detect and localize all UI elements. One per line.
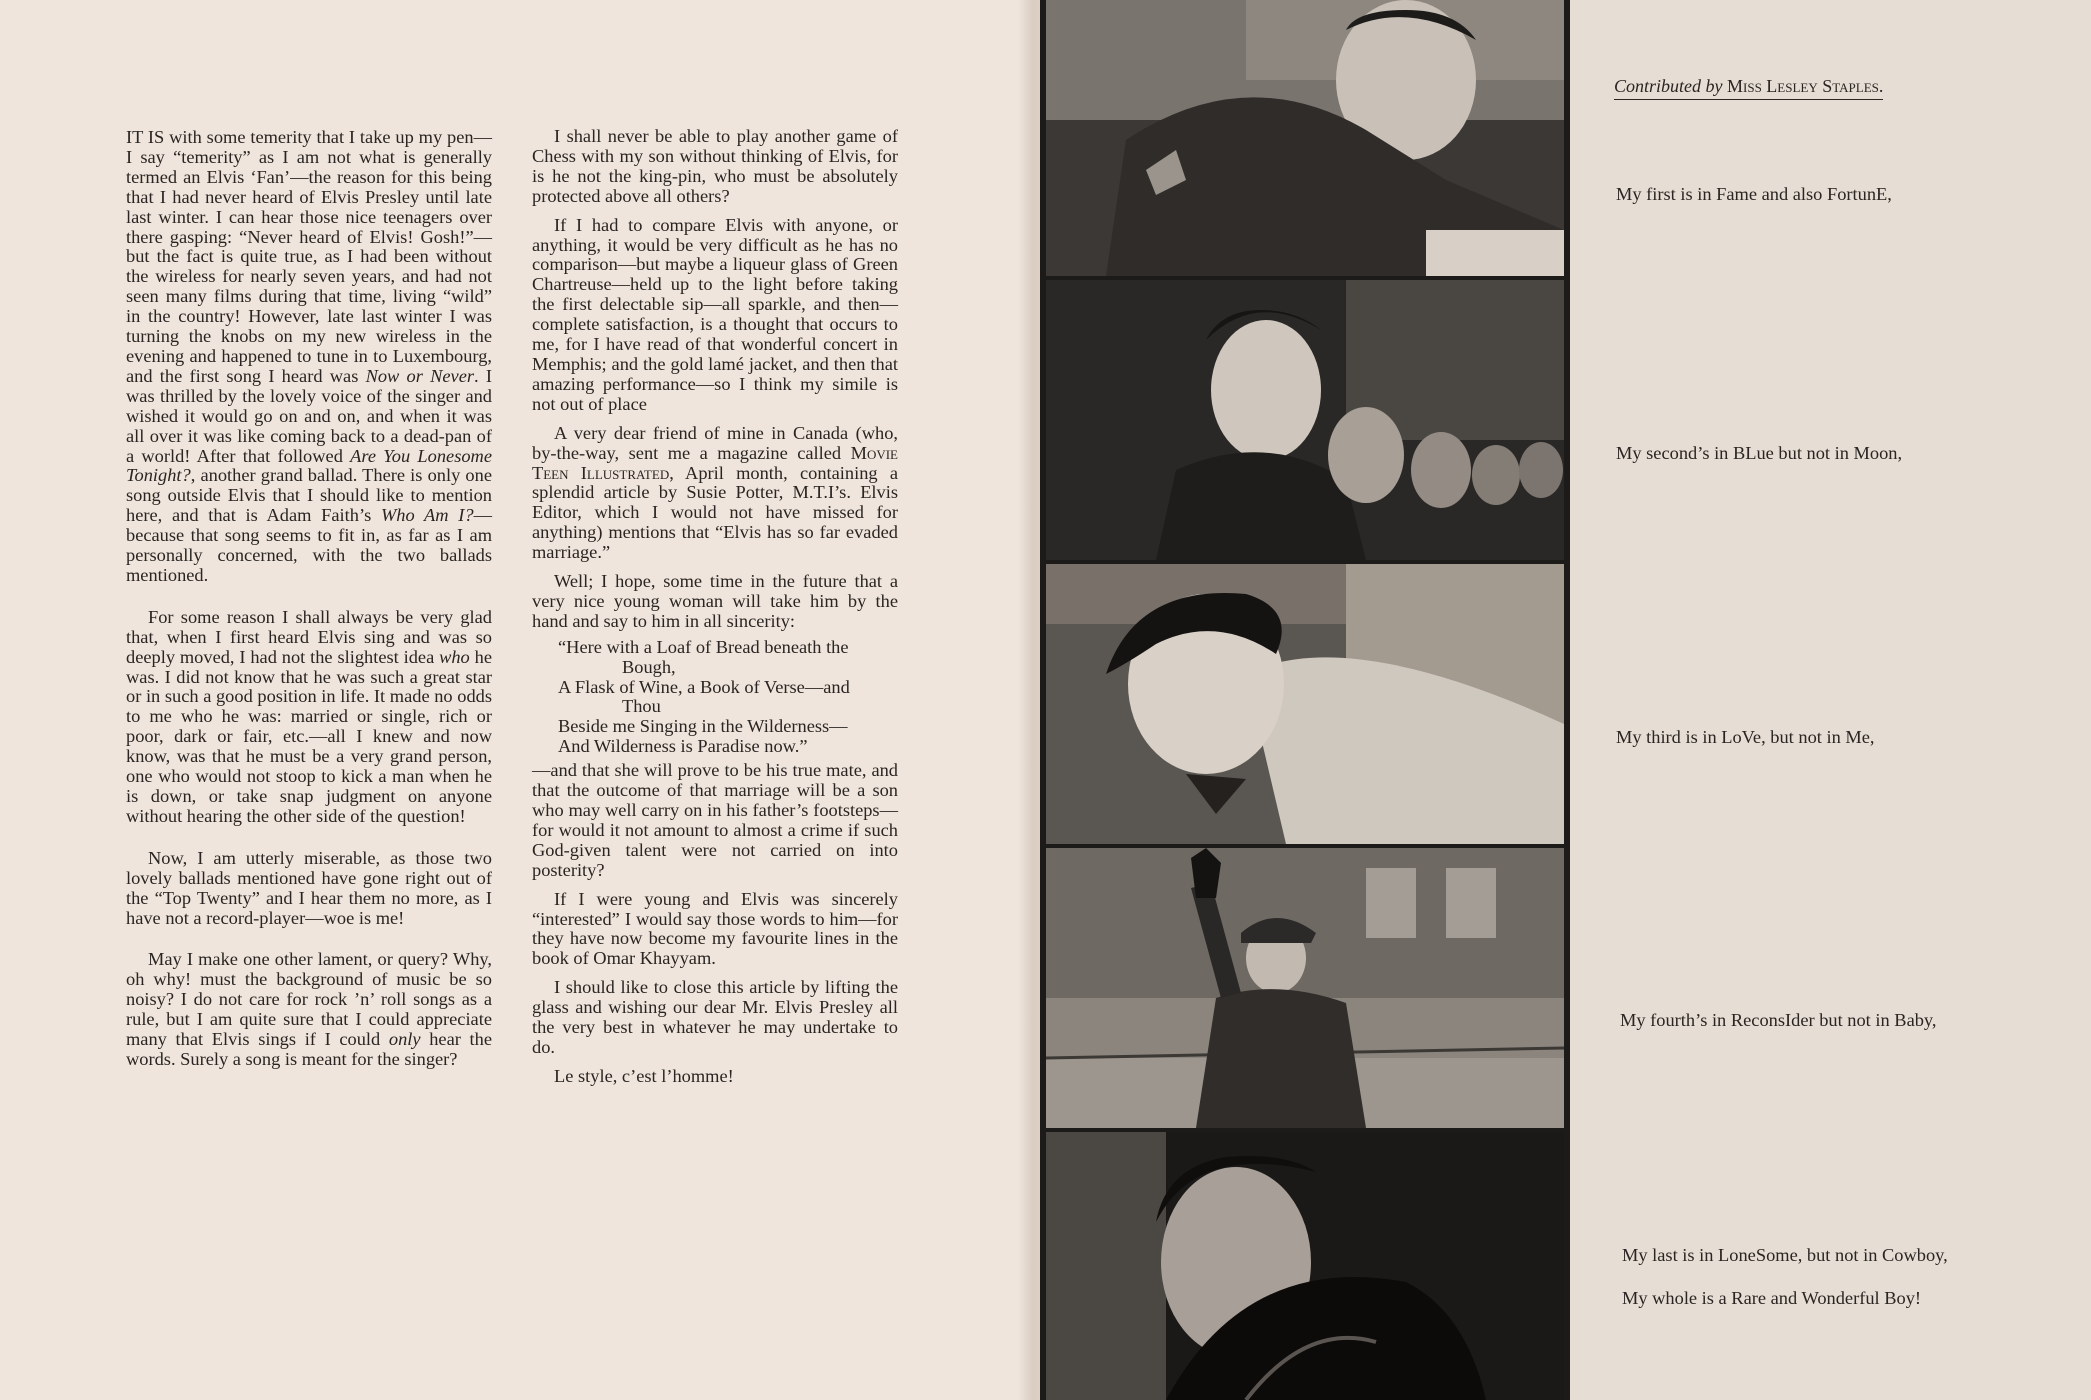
riddle-line-1: My first is in Fame and also FortunE, xyxy=(1616,184,1892,204)
song-title: Who Am I? xyxy=(380,505,474,526)
riddle-line-2: My second’s in BLue but not in Moon, xyxy=(1616,443,1903,463)
article-paragraph: I shall never be able to play another game of Chess with my son without thinking of Elvis, for is he not the king-pin, who must be absolutely protected above all others? xyxy=(532,126,898,206)
article-column-2 xyxy=(532,127,898,1087)
article-paragraph: A very dear friend of mine in Canada (who, by-the-way, sent me a magazine called Movie Teen Illustrated, April month, containing a splendid article by Susie Potter, M.T.I’s. Elvis Editor, which I would not have missed for anything) mentions that “Elvis has so far evaded marriage.” xyxy=(532,422,899,563)
article-paragraph: If I had to compare Elvis with anyone, or anything, it would be very difficult as he has no comparison—but maybe a liqueur glass of Green Chartreuse—held up to the light before taking the first delectable sip—all sparkle, and then—complete satisfaction, is a thought that occurs to me, for I have read of that wonderful concert in Memphis; and the gold lamé jacket, and then that amazing performance—so I think my simile is not out of place xyxy=(532,214,898,414)
verse-line: A Flask of Wine, a Book of Verse—and Thou xyxy=(558,676,850,717)
photo-leaning-forward-icon xyxy=(1046,564,1564,844)
contributor-credit: Contributed by Miss Lesley Staples. xyxy=(1614,76,1883,100)
riddle-line-4: My fourth’s in ReconsIder but not in Baby, xyxy=(1620,1010,1937,1030)
article-closing-line: Le style, c’est l’homme! xyxy=(554,1065,734,1086)
article-paragraph: Now, I am utterly miserable, as those two lovely ballads mentioned have gone right out of the “Top Twenty” and I hear them no more, as I have not a record-player—woe is me! xyxy=(126,847,492,928)
song-title: Are You Lonesome Tonight? xyxy=(126,445,492,486)
photo-seated-row-icon xyxy=(1046,280,1564,560)
photo-strip xyxy=(1040,0,1570,1400)
riddle-line-3: My third is in LoVe, but not in Me, xyxy=(1616,727,1875,747)
contributor-name: Miss Lesley Staples. xyxy=(1727,76,1884,96)
article-paragraph: Well; I hope, some time in the future that a very nice young woman will take him by the hand and say to him in all sincerity: xyxy=(532,571,898,631)
verse-line: Beside me Singing in the Wilderness— xyxy=(558,716,848,737)
song-title: Now or Never xyxy=(365,365,475,386)
photo-profile-with-cap-icon xyxy=(1046,1132,1564,1400)
verse-quote xyxy=(558,638,898,757)
article-paragraph: I should like to close this article by lifting the glass and wishing our dear Mr. Elvis Presley all the very best in whatever he may undertake to do. xyxy=(532,977,898,1057)
article-paragraph: For some reason I shall always be very glad that, when I first heard Elvis sing and was so deeply moved, I had not the slightest idea who he was. I did not know that he was such a great star or in such a good position in life. It made no odds to me who he was: married or single, rich or poor, dark or fair, etc.—all I knew and now know, was that he must be a very grand person, one who would not stoop to kick a man when he is down, or take snap judgment on anyone without hearing the other side of the question! xyxy=(126,606,492,826)
article-column-1 xyxy=(126,128,492,1070)
magazine-title: Movie Teen Illustrated xyxy=(532,442,898,483)
article-paragraph: If I were young and Elvis was sincerely “interested” I would say those words to him—for they have now become my favourite lines in the book of Omar Khayyam. xyxy=(532,888,898,969)
article-paragraph: May I make one other lament, or query? Why, oh why! must the background of music be so noisy? I do not care for rock ’n’ roll songs as a rule, but I am quite sure that I could appreciate many that Elvis sings if I could only hear the words. Surely a song is meant for the singer? xyxy=(126,949,492,1069)
article-paragraph: IT IS with some temerity that I take up my pen—I say “temerity” as I am not what is generally termed an Elvis ‘Fan’—the reason for this being that I had never heard of Elvis Presley until late last winter. I can hear those nice teenagers over there gasping: “Never heard of Elvis! Gosh!”—but the fact is quite true, as I had been without the wireless for nearly seven years, and had not seen many films during that time, living “wild” in the country! However, late last winter I was turning the knobs on my new wireless in the evening and happened to tune in to Luxembourg, and the first song I heard was Now or Never. I was thrilled by the lovely voice of the singer and wished it would go on and on, and when it was all over it was like coming back to a dead-pan of a world! After that followed Are You Lonesome Tonight?, another grand ballad. There is only one song outside Elvis that I should like to mention here, and that is Adam Faith’s Who Am I?—because that song seems to fit in, as far as I am personally concerned, with the two ballads mentioned. xyxy=(126,127,493,585)
riddle-line-6: My whole is a Rare and Wonderful Boy! xyxy=(1622,1288,1922,1308)
photo-soldier-writing-icon xyxy=(1046,0,1564,276)
photo-saluting-soldier-icon xyxy=(1046,848,1564,1128)
verse-line: “Here with a Loaf of Bread beneath the Bough, xyxy=(558,636,849,677)
riddle-line-5: My last is in LoneSome, but not in Cowboy, xyxy=(1622,1245,1948,1265)
verse-line: And Wilderness is Paradise now.” xyxy=(558,736,808,757)
article-paragraph: —and that she will prove to be his true mate, and that the outcome of that marriage will be a son who may well carry on in his father’s footsteps—for would it not amount to almost a crime if such God-given talent were not carried on into posterity? xyxy=(532,760,898,880)
